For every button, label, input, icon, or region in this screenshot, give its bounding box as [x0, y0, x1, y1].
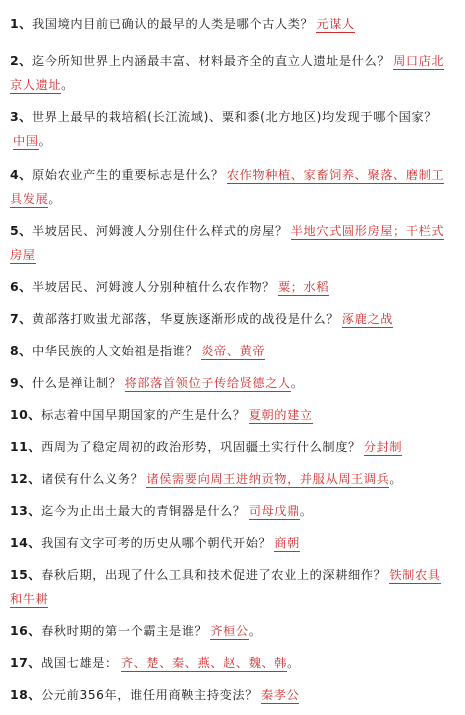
answer-end-mark: 。 — [290, 376, 304, 390]
question-number: 14、 — [10, 535, 42, 550]
question-item — [10, 163, 451, 211]
question-text: 什么是禅让制？ — [32, 376, 122, 390]
question-item — [10, 219, 451, 267]
question-item — [10, 12, 451, 36]
answer-text: 司母戊鼎 — [248, 504, 300, 518]
answer-text: 元谋人 — [316, 17, 355, 31]
answer-end-mark: 。 — [299, 504, 313, 518]
answer-text: 粟；水稻 — [277, 280, 330, 294]
question-item — [10, 403, 451, 427]
question-item — [10, 371, 451, 395]
answer-text: 诸侯需要向周王进纳贡物，并服从周王调兵 — [146, 472, 390, 486]
question-number: 10、 — [10, 407, 42, 422]
question-text: 半坡居民、河姆渡人分别住什么样式的房屋？ — [32, 224, 288, 238]
question-number: 18、 — [10, 687, 42, 702]
question-number: 4、 — [10, 167, 32, 182]
question-number: 6、 — [10, 279, 32, 294]
question-text: 我国有文字可考的历史从哪个朝代开始？ — [41, 536, 272, 550]
question-item — [10, 307, 451, 331]
question-text: 春秋后期，出现了什么工具和技术促进了农业上的深耕细作？ — [41, 568, 387, 582]
question-text: 半坡居民、河姆渡人分别种植什么农作物？ — [32, 280, 275, 294]
question-item — [10, 619, 451, 643]
answer-text: 涿鹿之战 — [341, 312, 394, 326]
answer-text: 农作物种植、家畜饲养、聚落、磨制工具发展 — [10, 168, 445, 206]
answer-end-mark: 。 — [38, 134, 52, 148]
question-item — [10, 651, 451, 675]
answer-text: 将部落首领位子传给贤德之人 — [124, 376, 291, 390]
answer-text: 分封制 — [363, 440, 403, 454]
question-number: 5、 — [10, 223, 32, 238]
question-item — [10, 435, 451, 459]
answer-end-mark: 。 — [248, 624, 262, 638]
answer-end-mark: 。 — [61, 78, 74, 92]
question-number: 13、 — [10, 503, 42, 518]
question-number: 1、 — [10, 16, 32, 31]
question-item — [10, 563, 451, 611]
question-number: 2、 — [10, 53, 32, 68]
question-number: 3、 — [10, 109, 32, 124]
question-item — [10, 105, 451, 153]
answer-text: 周口店北京人遗址 — [10, 54, 445, 92]
question-item — [10, 275, 451, 299]
answer-end-mark: 。 — [389, 472, 403, 486]
question-text: 世界上最早的栽培稻(长江流域)、粟和黍(北方地区)均发现于哪个国家？ — [32, 110, 438, 124]
question-number: 7、 — [10, 311, 32, 326]
question-text: 迄今所知世界上内涵最丰富、材料最齐全的直立人遗址是什么？ — [32, 54, 391, 68]
answer-text: 商朝 — [274, 536, 300, 550]
answer-text: 铁制农具和牛耕 — [10, 568, 441, 606]
question-item — [10, 49, 451, 97]
question-item — [10, 683, 451, 707]
question-text: 标志着中国早期国家的产生是什么？ — [41, 408, 246, 422]
answer-text: 中国 — [13, 134, 39, 148]
question-number: 11、 — [10, 439, 42, 454]
question-number: 8、 — [10, 343, 32, 358]
question-text: 诸侯有什么义务？ — [41, 472, 144, 486]
question-text: 我国境内目前已确认的最早的人类是哪个古人类？ — [32, 17, 314, 31]
question-number: 9、 — [10, 375, 32, 390]
question-item — [10, 339, 451, 363]
question-text: 公元前356年，谁任用商鞅主持变法？ — [41, 688, 258, 702]
answer-end-mark: 。 — [48, 192, 62, 206]
question-text: 战国七雄是： — [41, 656, 118, 670]
question-number: 12、 — [10, 471, 42, 486]
question-item — [10, 531, 451, 555]
question-item — [10, 499, 451, 523]
answer-text: 炎帝、黄帝 — [201, 344, 266, 358]
answer-text: 秦孝公 — [260, 688, 300, 702]
question-text: 春秋时期的第一个霸主是谁？ — [41, 624, 208, 638]
question-text: 西周为了稳定周初的政治形势，巩固疆土实行什么制度？ — [41, 440, 361, 454]
question-number: 17、 — [10, 655, 42, 670]
question-text: 黄部落打败蚩尤部落，华夏族逐渐形成的战役是什么？ — [32, 312, 339, 326]
answer-text: 齐桓公 — [210, 624, 249, 638]
question-text: 迄今为止出土最大的青铜器是什么？ — [41, 504, 246, 518]
question-number: 15、 — [10, 567, 42, 582]
answer-end-mark: 。 — [287, 656, 300, 670]
question-text: 原始农业产生的重要标志是什么？ — [32, 168, 224, 182]
answer-text: 夏朝的建立 — [248, 408, 313, 422]
answer-text: 齐、楚、秦、燕、赵、魏、韩 — [120, 656, 288, 670]
answer-text: 半地穴式圆形房屋；干栏式房屋 — [10, 224, 445, 262]
question-item — [10, 467, 451, 491]
question-text: 中华民族的人文始祖是指谁？ — [32, 344, 199, 358]
question-number: 16、 — [10, 623, 42, 638]
